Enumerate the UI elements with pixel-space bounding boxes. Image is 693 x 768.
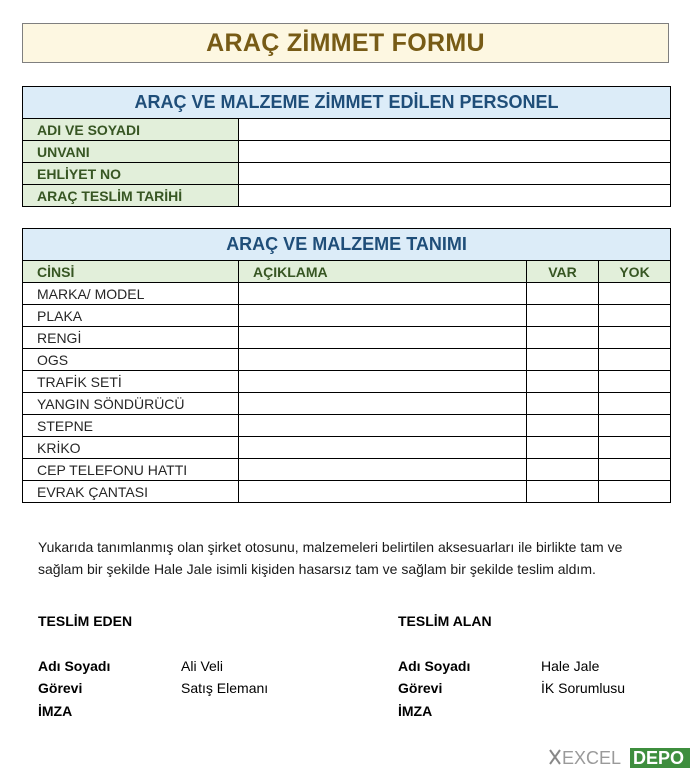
personnel-heading: ARAÇ VE MALZEME ZİMMET EDİLEN PERSONEL — [23, 87, 671, 119]
item-label: RENGİ — [23, 327, 239, 349]
column-type: CİNSİ — [23, 261, 239, 283]
item-label: PLAKA — [23, 305, 239, 327]
item-label: OGS — [23, 349, 239, 371]
item-no-cell[interactable] — [599, 481, 671, 503]
item-label: YANGIN SÖNDÜRÜCÜ — [23, 393, 239, 415]
deliverer-role-label: Görevi — [38, 680, 83, 696]
item-description-cell[interactable] — [239, 305, 527, 327]
table-row — [23, 305, 671, 327]
item-description-cell[interactable] — [239, 371, 527, 393]
item-label: CEP TELEFONU HATTI — [23, 459, 239, 481]
table-row — [23, 349, 671, 371]
title-field[interactable] — [239, 141, 671, 163]
deliverer-heading: TESLİM EDEN — [38, 613, 133, 629]
excel-depo-logo — [548, 746, 693, 768]
deliverer-signature-label: İMZA — [38, 703, 73, 719]
item-label: EVRAK ÇANTASI — [23, 481, 239, 503]
item-no-cell[interactable] — [599, 327, 671, 349]
item-no-cell[interactable] — [599, 349, 671, 371]
item-no-cell[interactable] — [599, 459, 671, 481]
item-label: KRİKO — [23, 437, 239, 459]
item-description-cell[interactable] — [239, 437, 527, 459]
item-label: STEPNE — [23, 415, 239, 437]
item-description-cell[interactable] — [239, 459, 527, 481]
title-label: UNVANI — [23, 141, 239, 163]
table-row — [23, 283, 671, 305]
column-no: YOK — [599, 261, 671, 283]
item-yes-cell[interactable] — [527, 327, 599, 349]
table-row — [23, 327, 671, 349]
delivery-date-label: ARAÇ TESLİM TARİHİ — [23, 185, 239, 207]
item-no-cell[interactable] — [599, 437, 671, 459]
column-description: AÇIKLAMA — [239, 261, 527, 283]
name-label: ADI VE SOYADI — [23, 119, 239, 141]
item-no-cell[interactable] — [599, 415, 671, 437]
logo-text-excel: EXCEL — [562, 748, 622, 768]
item-yes-cell[interactable] — [527, 481, 599, 503]
item-yes-cell[interactable] — [527, 283, 599, 305]
column-yes: VAR — [527, 261, 599, 283]
item-yes-cell[interactable] — [527, 305, 599, 327]
receiver-heading: TESLİM ALAN — [398, 613, 492, 629]
item-yes-cell[interactable] — [527, 371, 599, 393]
personnel-table — [22, 86, 671, 207]
table-row — [23, 371, 671, 393]
item-no-cell[interactable] — [599, 305, 671, 327]
deliverer-role: Satış Elemanı — [181, 680, 269, 696]
receiver-signature-label: İMZA — [398, 703, 433, 719]
item-no-cell[interactable] — [599, 371, 671, 393]
deliverer-name-label: Adı Soyadı — [38, 658, 111, 674]
receiver-name: Hale Jale — [541, 658, 600, 674]
form-title: ARAÇ ZİMMET FORMU — [22, 23, 669, 63]
item-description-cell[interactable] — [239, 415, 527, 437]
item-description-cell[interactable] — [239, 283, 527, 305]
item-label: MARKA/ MODEL — [23, 283, 239, 305]
item-description-cell[interactable] — [239, 349, 527, 371]
table-row — [23, 393, 671, 415]
table-row — [23, 459, 671, 481]
item-yes-cell[interactable] — [527, 437, 599, 459]
item-description-cell[interactable] — [239, 481, 527, 503]
deliverer-name: Ali Veli — [181, 658, 224, 674]
name-field[interactable] — [239, 119, 671, 141]
item-no-cell[interactable] — [599, 393, 671, 415]
item-yes-cell[interactable] — [527, 459, 599, 481]
delivery-date-field[interactable] — [239, 185, 671, 207]
receiver-role: İK Sorumlusu — [541, 680, 626, 696]
equipment-heading: ARAÇ VE MALZEME TANIMI — [23, 229, 671, 261]
table-row — [23, 415, 671, 437]
item-yes-cell[interactable] — [527, 349, 599, 371]
item-description-cell[interactable] — [239, 327, 527, 349]
item-label: TRAFİK SETİ — [23, 371, 239, 393]
item-yes-cell[interactable] — [527, 415, 599, 437]
item-description-cell[interactable] — [239, 393, 527, 415]
license-label: EHLİYET NO — [23, 163, 239, 185]
logo-text-depo: DEPO — [633, 748, 685, 768]
receiver-name-label: Adı Soyadı — [398, 658, 471, 674]
item-yes-cell[interactable] — [527, 393, 599, 415]
table-row — [23, 481, 671, 503]
statement-text: Yukarıda tanımlanmış olan şirket otosunu, malzemeleri belirtilen aksesuarları ile birlikte tam ve sağlam bir şekilde Hale Jale isimli kişiden hasarsız tam ve sağlam bir şekilde teslim aldım. — [38, 539, 623, 577]
table-row — [23, 437, 671, 459]
receiver-role-label: Görevi — [398, 680, 443, 696]
item-no-cell[interactable] — [599, 283, 671, 305]
license-field[interactable] — [239, 163, 671, 185]
equipment-table — [22, 228, 671, 503]
